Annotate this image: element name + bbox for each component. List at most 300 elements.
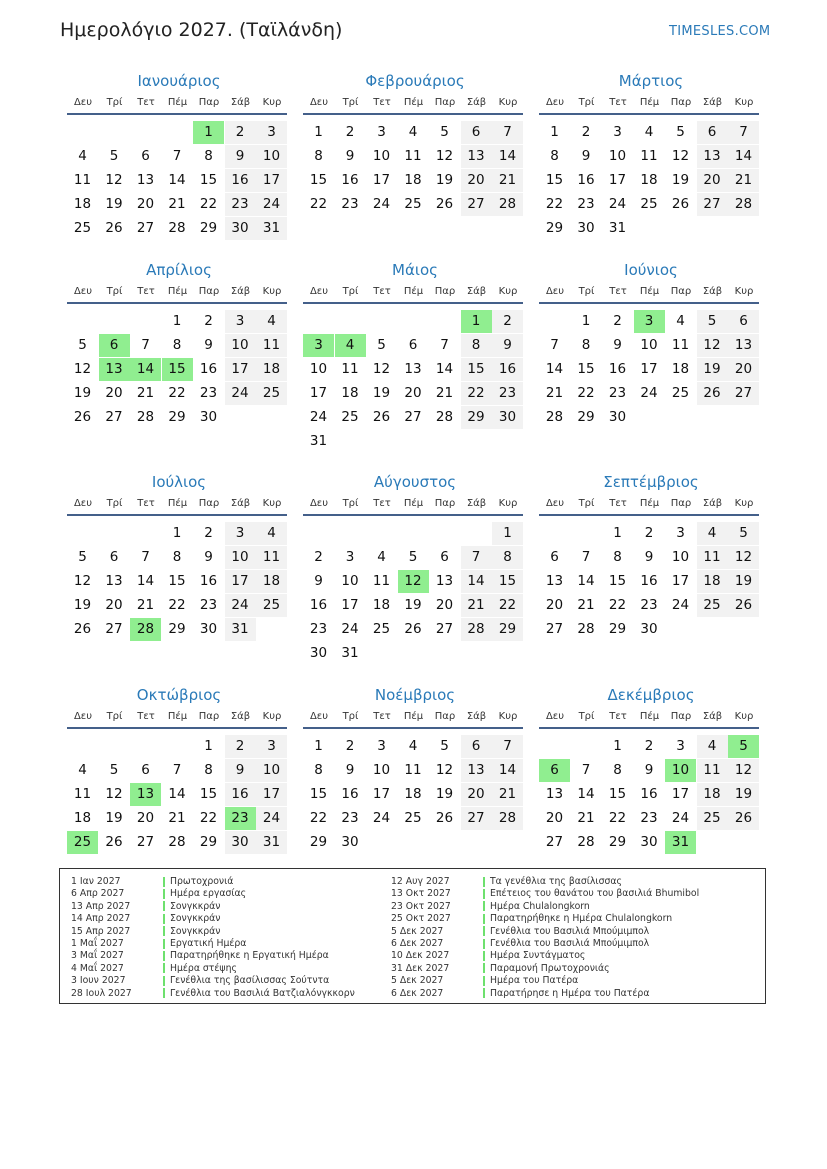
legend-item (391, 901, 590, 913)
day-cell: 19 (105, 196, 123, 212)
day-cell: 1 (581, 313, 591, 329)
day-cell: 18 (256, 358, 287, 381)
legend-label: Ημέρα Συντάγματος (490, 950, 586, 962)
day-cell: 22 (199, 196, 218, 212)
day-cell: 14 (168, 172, 186, 188)
legend-marker (483, 914, 485, 924)
day-cell: 15 (608, 573, 627, 589)
day-cell: 24 (671, 597, 690, 613)
legend-date: 5 Δεκ 2027 (391, 975, 444, 987)
weekday-header: Παρ (434, 97, 456, 108)
day-cell: 11 (256, 546, 287, 569)
weekday-header: Τετ (373, 711, 391, 722)
day-cell: 6 (109, 549, 119, 565)
day-cell: 29 (492, 618, 523, 641)
month-name: Νοέμβριος (374, 686, 456, 704)
day-cell: 24 (372, 810, 391, 826)
day-cell: 21 (492, 783, 523, 806)
day-cell: 10 (665, 759, 696, 782)
weekday-header: Σάβ (230, 711, 251, 722)
day-cell: 7 (461, 546, 492, 569)
day-cell: 28 (435, 409, 454, 425)
day-cell: 21 (168, 810, 186, 826)
day-cell: 20 (105, 597, 123, 613)
day-cell: 24 (640, 385, 658, 401)
weekday-header: Σάβ (230, 498, 251, 509)
weekday-header: Τετ (137, 97, 155, 108)
day-cell: 19 (435, 172, 454, 188)
day-cell: 30 (640, 621, 658, 637)
weekday-header: Δευ (545, 286, 565, 297)
day-cell: 5 (78, 337, 87, 353)
day-cell: 27 (435, 621, 454, 637)
day-cell: 24 (256, 193, 287, 216)
day-cell: 29 (168, 621, 186, 637)
day-cell: 6 (461, 121, 492, 144)
month-divider (539, 302, 759, 304)
day-cell: 21 (136, 597, 155, 613)
day-cell: 20 (404, 385, 422, 401)
day-cell: 21 (168, 196, 186, 212)
legend-label: Επέτειος του θανάτου του βασιλιά Bhumibol (490, 888, 700, 900)
day-cell: 23 (309, 621, 328, 637)
weekday-header: Πέμ (167, 711, 188, 722)
legend-label: Παρατήρησε η Ημέρα του Πατέρα (490, 987, 650, 999)
day-cell: 4 (408, 738, 418, 754)
day-cell: 17 (309, 385, 328, 401)
day-cell: 2 (204, 525, 213, 541)
day-cell: 3 (676, 525, 685, 541)
legend-date: 3 Μαΐ 2027 (71, 950, 124, 962)
day-cell: 10 (640, 337, 658, 353)
day-cell: 24 (372, 196, 391, 212)
day-cell: 29 (168, 409, 186, 425)
day-cell: 20 (105, 385, 123, 401)
day-cell: 4 (335, 334, 366, 357)
weekday-header: Κυρ (262, 498, 282, 509)
day-cell: 20 (136, 196, 155, 212)
weekday-header: Δευ (309, 498, 329, 509)
day-cell: 28 (577, 834, 595, 850)
weekday-header: Παρ (198, 97, 220, 108)
day-cell: 6 (408, 337, 418, 353)
weekday-header: Πέμ (639, 711, 660, 722)
day-cell: 16 (309, 597, 328, 613)
day-cell: 9 (644, 549, 654, 565)
day-cell: 28 (728, 193, 759, 216)
weekday-header: Σάβ (702, 97, 723, 108)
day-cell: 27 (136, 834, 155, 850)
day-cell: 23 (577, 196, 595, 212)
month-divider (303, 727, 523, 729)
day-cell: 12 (697, 334, 728, 357)
weekday-header: Τρί (342, 286, 359, 297)
legend-marker (483, 963, 485, 973)
legend-marker (163, 976, 165, 986)
brand-link[interactable]: TIMESLES.COM (669, 24, 771, 39)
day-cell: 6 (141, 148, 150, 164)
day-cell: 8 (492, 546, 523, 569)
weekday-header: Κυρ (498, 711, 518, 722)
day-cell: 17 (225, 570, 256, 593)
legend-date: 6 Απρ 2027 (71, 888, 125, 900)
month-name: Ιούνιος (624, 261, 678, 279)
day-cell: 11 (73, 172, 92, 188)
day-cell: 13 (404, 361, 422, 377)
weekday-header: Πέμ (167, 498, 188, 509)
day-cell: 8 (314, 148, 323, 164)
weekday-header: Πέμ (403, 286, 424, 297)
weekday-header: Παρ (434, 498, 456, 509)
month-name: Οκτώβριος (136, 686, 222, 704)
legend-date: 25 Οκτ 2027 (391, 913, 451, 925)
day-cell: 22 (309, 810, 328, 826)
day-cell: 31 (341, 645, 359, 661)
day-cell: 3 (676, 738, 685, 754)
legend-date: 23 Οκτ 2027 (391, 900, 451, 912)
day-cell: 14 (435, 361, 454, 377)
day-cell: 19 (73, 597, 92, 613)
weekday-header: Τρί (342, 711, 359, 722)
day-cell: 2 (204, 313, 213, 329)
legend-marker (483, 889, 485, 899)
day-cell: 16 (608, 361, 627, 377)
legend-marker (163, 889, 165, 899)
day-cell: 29 (199, 834, 218, 850)
day-cell: 14 (577, 573, 595, 589)
weekday-header: Τρί (578, 498, 595, 509)
legend-date: 6 Δεκ 2027 (391, 938, 444, 949)
day-cell: 24 (341, 621, 359, 637)
day-cell: 25 (697, 807, 728, 830)
day-cell: 12 (728, 759, 759, 782)
day-cell: 21 (545, 385, 564, 401)
day-cell: 18 (640, 172, 658, 188)
day-cell: 4 (78, 762, 87, 778)
day-cell: 6 (539, 759, 570, 782)
day-cell: 7 (172, 148, 182, 164)
day-cell: 15 (162, 358, 193, 381)
day-cell: 13 (461, 759, 492, 782)
day-cell: 12 (372, 361, 391, 377)
day-cell: 23 (225, 193, 256, 216)
legend-item (71, 926, 220, 938)
day-cell: 30 (225, 831, 256, 854)
day-cell: 26 (697, 382, 728, 405)
month-divider (539, 727, 759, 729)
day-cell: 26 (435, 810, 454, 826)
day-cell: 6 (440, 549, 449, 565)
day-cell: 2 (644, 738, 654, 754)
day-cell: 26 (435, 196, 454, 212)
day-cell: 13 (545, 786, 564, 802)
day-cell: 17 (225, 358, 256, 381)
day-cell: 27 (461, 193, 492, 216)
day-cell: 15 (608, 786, 627, 802)
legend-marker (163, 988, 165, 998)
weekday-header: Δευ (545, 97, 565, 108)
weekday-header: Τετ (137, 711, 155, 722)
day-cell: 9 (204, 549, 213, 565)
day-cell: 23 (640, 810, 658, 826)
day-cell: 7 (581, 762, 591, 778)
weekday-header: Τετ (137, 498, 155, 509)
day-cell: 1 (193, 121, 224, 144)
month-divider (67, 727, 287, 729)
weekday-header: Κυρ (734, 97, 754, 108)
day-cell: 30 (199, 409, 218, 425)
legend-date: 13 Οκτ 2027 (391, 888, 451, 900)
day-cell: 10 (256, 759, 287, 782)
day-cell: 15 (199, 172, 218, 188)
day-cell: 8 (314, 762, 323, 778)
legend-marker (483, 988, 485, 998)
day-cell: 13 (461, 145, 492, 168)
weekday-header: Κυρ (498, 498, 518, 509)
legend-item (71, 901, 220, 913)
day-cell: 24 (671, 810, 690, 826)
day-cell: 3 (256, 121, 287, 144)
month-divider (303, 514, 523, 516)
legend-date: 13 Απρ 2027 (71, 900, 131, 912)
weekday-header: Τετ (373, 286, 391, 297)
day-cell: 8 (172, 337, 182, 353)
weekday-header: Τρί (106, 286, 123, 297)
day-cell: 19 (697, 358, 728, 381)
day-cell: 25 (697, 594, 728, 617)
day-cell: 28 (168, 834, 186, 850)
day-cell: 27 (404, 409, 422, 425)
day-cell: 3 (225, 310, 256, 333)
legend-marker (483, 926, 485, 936)
day-cell: 22 (577, 385, 595, 401)
day-cell: 22 (492, 594, 523, 617)
legend-item (391, 876, 622, 888)
legend-marker (483, 877, 485, 887)
legend-item (391, 963, 610, 975)
weekday-header: Σάβ (702, 498, 723, 509)
day-cell: 1 (172, 313, 182, 329)
month-divider (539, 113, 759, 115)
day-cell: 26 (73, 621, 92, 637)
day-cell: 22 (545, 196, 564, 212)
day-cell: 12 (671, 148, 690, 164)
day-cell: 10 (372, 762, 391, 778)
legend-label: Σονγκκράν (170, 913, 221, 925)
legend-item (71, 938, 246, 950)
legend-item (71, 950, 329, 962)
day-cell: 11 (404, 148, 422, 164)
month-name: Δεκέμβριος (607, 686, 695, 704)
day-cell: 9 (225, 145, 256, 168)
day-cell: 2 (581, 124, 591, 140)
day-cell: 27 (105, 409, 123, 425)
weekday-header: Δευ (545, 711, 565, 722)
weekday-header: Τρί (106, 498, 123, 509)
day-cell: 19 (105, 810, 123, 826)
day-cell: 10 (341, 573, 359, 589)
day-cell: 12 (398, 570, 429, 593)
day-cell: 16 (640, 573, 658, 589)
day-cell: 18 (671, 361, 690, 377)
day-cell: 11 (256, 334, 287, 357)
day-cell: 1 (314, 124, 323, 140)
legend-date: 5 Δεκ 2027 (391, 925, 444, 937)
day-cell: 4 (697, 522, 728, 545)
legend-label: Εργατική Ημέρα (170, 938, 247, 949)
legend-label: Γενέθλια του Βασιλιά Μπούμιμπολ (490, 938, 650, 949)
day-cell: 31 (665, 831, 696, 854)
page-title: Ημερολόγιο 2027. (Ταϊλάνδη) (60, 19, 343, 41)
day-cell: 18 (404, 172, 422, 188)
day-cell: 5 (440, 738, 449, 754)
day-cell: 22 (309, 196, 328, 212)
day-cell: 31 (225, 618, 256, 641)
legend-marker (163, 901, 165, 911)
day-cell: 7 (492, 735, 523, 758)
day-cell: 1 (613, 525, 622, 541)
day-cell: 14 (492, 145, 523, 168)
day-cell: 27 (136, 220, 155, 236)
weekday-header: Παρ (670, 97, 692, 108)
legend-date: 10 Δεκ 2027 (391, 950, 450, 962)
legend-marker (483, 976, 485, 986)
day-cell: 30 (199, 621, 218, 637)
weekday-header: Τετ (609, 97, 627, 108)
day-cell: 11 (73, 786, 92, 802)
weekday-header: Τρί (106, 97, 123, 108)
day-cell: 26 (105, 834, 123, 850)
weekday-header: Πέμ (639, 286, 660, 297)
day-cell: 28 (136, 409, 155, 425)
day-cell: 4 (408, 124, 418, 140)
day-cell: 7 (172, 762, 182, 778)
month-divider (303, 113, 523, 115)
day-cell: 16 (225, 169, 256, 192)
day-cell: 10 (309, 361, 328, 377)
day-cell: 25 (671, 385, 690, 401)
legend-date: 1 Μαΐ 2027 (71, 938, 124, 949)
day-cell: 24 (225, 594, 256, 617)
day-cell: 4 (78, 148, 87, 164)
day-cell: 28 (461, 618, 492, 641)
day-cell: 6 (141, 762, 150, 778)
day-cell: 19 (435, 786, 454, 802)
day-cell: 19 (404, 597, 422, 613)
day-cell: 7 (141, 549, 150, 565)
day-cell: 25 (372, 621, 391, 637)
day-cell: 15 (309, 172, 328, 188)
legend-date: 12 Αυγ 2027 (391, 876, 450, 887)
weekday-header: Σάβ (230, 97, 251, 108)
weekday-header: Τρί (342, 97, 359, 108)
weekday-header: Πέμ (639, 97, 660, 108)
day-cell: 18 (341, 385, 359, 401)
weekday-header: Σάβ (230, 286, 251, 297)
day-cell: 28 (492, 193, 523, 216)
day-cell: 10 (256, 145, 287, 168)
legend-label: Παρατηρήθηκε η Ημέρα Chulalongkorn (490, 913, 673, 925)
day-cell: 30 (608, 409, 627, 425)
day-cell: 23 (608, 385, 627, 401)
day-cell: 16 (492, 358, 523, 381)
day-cell: 10 (372, 148, 391, 164)
day-cell: 14 (492, 759, 523, 782)
day-cell: 26 (728, 594, 759, 617)
weekday-header: Παρ (198, 498, 220, 509)
day-cell: 15 (492, 570, 523, 593)
day-cell: 1 (613, 738, 622, 754)
day-cell: 13 (435, 573, 454, 589)
day-cell: 19 (671, 172, 690, 188)
legend-label: Σονγκκράν (170, 925, 221, 937)
day-cell: 8 (581, 337, 591, 353)
day-cell: 22 (199, 810, 218, 826)
day-cell: 15 (577, 361, 595, 377)
day-cell: 10 (671, 549, 690, 565)
day-cell: 23 (341, 810, 359, 826)
weekday-header: Πέμ (167, 97, 188, 108)
weekday-header: Παρ (434, 286, 456, 297)
day-cell: 9 (345, 762, 355, 778)
legend-marker (163, 939, 165, 949)
weekday-header: Σάβ (702, 711, 723, 722)
legend-date: 4 Μαΐ 2027 (71, 962, 124, 974)
day-cell: 30 (640, 834, 658, 850)
day-cell: 21 (577, 810, 595, 826)
month-name: Σεπτέμβριος (603, 473, 699, 491)
day-cell: 26 (372, 409, 391, 425)
day-cell: 18 (697, 783, 728, 806)
day-cell: 12 (105, 786, 123, 802)
month-divider (67, 514, 287, 516)
day-cell: 3 (345, 549, 355, 565)
day-cell: 8 (204, 762, 213, 778)
weekday-header: Τρί (578, 286, 595, 297)
day-cell: 6 (461, 735, 492, 758)
legend-date: 31 Δεκ 2027 (391, 962, 450, 974)
day-cell: 21 (728, 169, 759, 192)
legend-item (71, 988, 355, 1000)
day-cell: 7 (141, 337, 150, 353)
day-cell: 22 (461, 382, 492, 405)
legend-marker (163, 963, 165, 973)
day-cell: 21 (136, 385, 155, 401)
day-cell: 20 (545, 810, 564, 826)
day-cell: 2 (613, 313, 622, 329)
month-divider (539, 514, 759, 516)
legend-marker (163, 914, 165, 924)
day-cell: 3 (377, 738, 386, 754)
day-cell: 25 (404, 196, 422, 212)
day-cell: 30 (577, 220, 595, 236)
legend-label: Γενέθλια του Βασιλιά Βατζιαλόνγκκορν (170, 987, 355, 999)
day-cell: 3 (377, 124, 386, 140)
day-cell: 11 (671, 337, 690, 353)
day-cell: 14 (545, 361, 564, 377)
legend-marker (163, 926, 165, 936)
day-cell: 24 (256, 807, 287, 830)
weekday-header: Πέμ (403, 711, 424, 722)
weekday-header: Δευ (73, 711, 93, 722)
weekday-header: Τετ (609, 711, 627, 722)
day-cell: 4 (256, 522, 287, 545)
day-cell: 9 (225, 759, 256, 782)
legend-date: 15 Απρ 2027 (71, 925, 131, 937)
day-cell: 18 (73, 196, 92, 212)
day-cell: 23 (225, 807, 256, 830)
weekday-header: Δευ (309, 711, 329, 722)
